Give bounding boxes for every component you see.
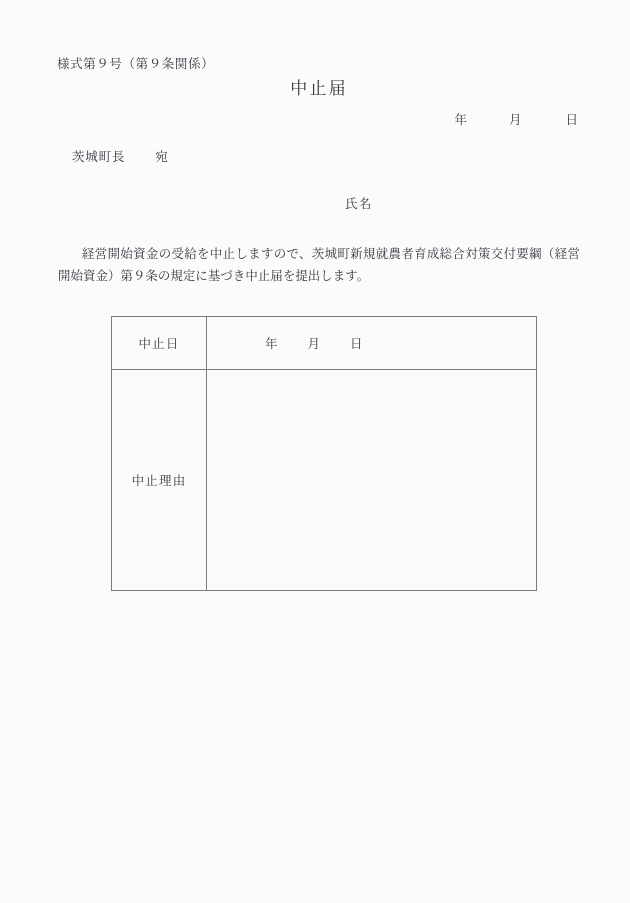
table-row: [112, 370, 537, 591]
table-cell-cancellation-date-value[interactable]: [207, 317, 537, 370]
name-field: [345, 194, 373, 212]
page-title: 中止届: [290, 79, 348, 99]
date-line: [454, 110, 578, 128]
addressee-line: [72, 147, 169, 165]
form-table: [111, 316, 537, 591]
date-day-label: 日: [565, 112, 578, 127]
date-month-label: 月: [508, 112, 522, 127]
table-date-day-label: 日: [350, 336, 363, 351]
date-year-label: 年: [454, 112, 467, 127]
addressee-honorific: 宛: [155, 149, 169, 164]
table-date-year-label: 年: [265, 336, 278, 351]
body-paragraph: 経営開始資金の受給を中止しますので、茨城町新規就農者育成総合対策交付要綱（経営開始資金）第９条の規定に基づき中止届を提出します。: [58, 246, 580, 283]
table-row-label-cancellation-reason: 中止理由: [112, 370, 207, 591]
table-cell-cancellation-reason-value[interactable]: [207, 370, 537, 591]
form-number: 様式第９号（第９条関係）: [57, 56, 215, 71]
table-date-inline: [207, 334, 536, 352]
table-date-month-label: 月: [307, 336, 321, 351]
table-row: [112, 317, 537, 370]
table-row-label-cancellation-date: 中止日: [112, 317, 207, 370]
name-field-label: 氏名: [345, 196, 373, 211]
addressee-recipient: 茨城町長: [72, 149, 126, 164]
